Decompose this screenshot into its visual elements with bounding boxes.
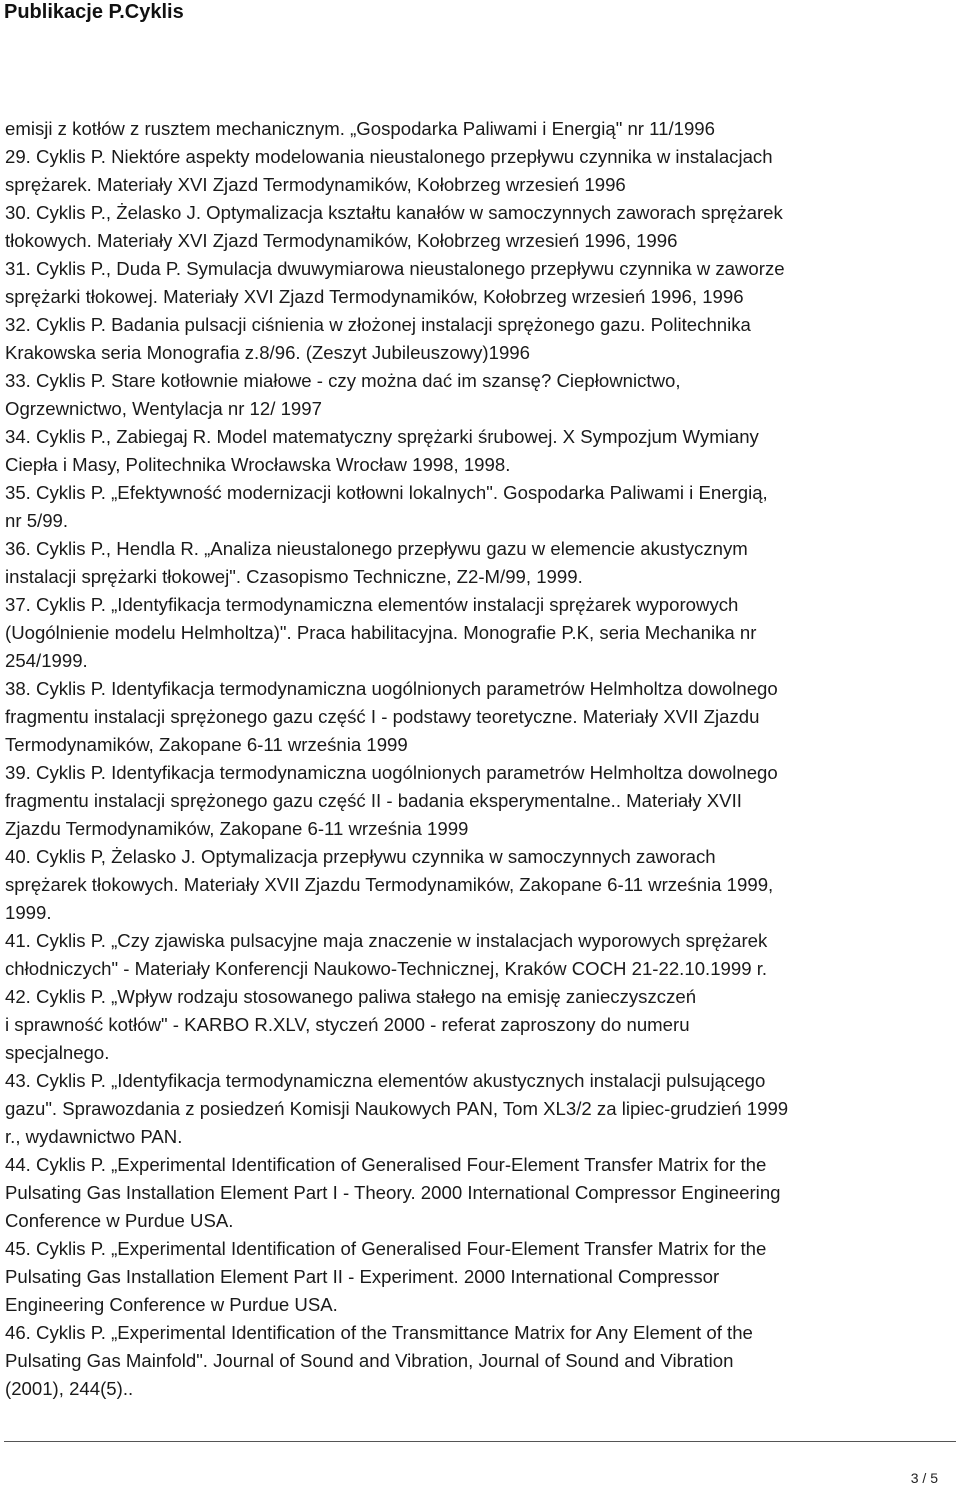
text-line: (2001), 244(5).. <box>5 1378 134 1399</box>
text-line: 32. Cyklis P. Badania pulsacji ciśnienia w złożonej instalacji sprężonego gazu. Politechnika <box>5 314 751 335</box>
page-title: Publikacje P.Cyklis <box>4 1 184 23</box>
text-line: 42. Cyklis P. „Wpływ rodzaju stosowanego paliwa stałego na emisję zanieczyszczeń <box>5 986 697 1007</box>
text-line: emisji z kotłów z rusztem mechanicznym. „Gospodarka Paliwami i Energią" nr 11/1996 <box>5 118 715 139</box>
text-line: sprężarki tłokowej. Materiały XVI Zjazd Termodynamików, Kołobrzeg wrzesień 1996, 1996 <box>5 286 744 307</box>
text-line: 29. Cyklis P. Niektóre aspekty modelowania nieustalonego przepływu czynnika w instalacjach <box>5 146 773 167</box>
text-line: 30. Cyklis P., Żelasko J. Optymalizacja kształtu kanałów w samoczynnych zaworach sprężarek <box>5 202 783 223</box>
text-line: sprężarek tłokowych. Materiały XVII Zjazdu Termodynamików, Zakopane 6-11 września 1999, <box>5 874 774 895</box>
text-line: 46. Cyklis P. „Experimental Identification of the Transmittance Matrix for Any Element of the <box>5 1322 753 1343</box>
text-line: 40. Cyklis P, Żelasko J. Optymalizacja przepływu czynnika w samoczynnych zaworach <box>5 846 716 867</box>
text-line: gazu". Sprawozdania z posiedzeń Komisji Naukowych PAN, Tom XL3/2 za lipiec-grudzień 1999 <box>5 1098 789 1119</box>
text-line: Zjazdu Termodynamików, Zakopane 6-11 września 1999 <box>5 818 469 839</box>
text-line: Pulsating Gas Mainfold". Journal of Sound and Vibration, Journal of Sound and Vibration <box>5 1350 734 1371</box>
text-line: 43. Cyklis P. „Identyfikacja termodynamiczna elementów akustycznych instalacji pulsującego <box>5 1070 766 1091</box>
publication-list <box>5 115 957 1403</box>
text-line: 38. Cyklis P. Identyfikacja termodynamiczna uogólnionych parametrów Helmholtza dowolnego <box>5 678 778 699</box>
text-line: 31. Cyklis P., Duda P. Symulacja dwuwymiarowa nieustalonego przepływu czynnika w zaworze <box>5 258 785 279</box>
text-line: 1999. <box>5 902 52 923</box>
text-line: i sprawność kotłów" - KARBO R.XLV, styczeń 2000 - referat zaproszony do numeru <box>5 1014 690 1035</box>
text-line: Ogrzewnictwo, Wentylacja nr 12/ 1997 <box>5 398 322 419</box>
text-line: (Uogólnienie modelu Helmholtza)". Praca habilitacyjna. Monografie P.K, seria Mechanika nr <box>5 622 757 643</box>
text-line: 37. Cyklis P. „Identyfikacja termodynamiczna elementów instalacji sprężarek wyporowych <box>5 594 739 615</box>
text-line: instalacji sprężarki tłokowej". Czasopismo Techniczne, Z2-M/99, 1999. <box>5 566 583 587</box>
text-line: 39. Cyklis P. Identyfikacja termodynamiczna uogólnionych parametrów Helmholtza dowolnego <box>5 762 778 783</box>
text-line: specjalnego. <box>5 1042 110 1063</box>
text-line: 33. Cyklis P. Stare kotłownie miałowe - czy można dać im szansę? Ciepłownictwo, <box>5 370 681 391</box>
text-line: 34. Cyklis P., Zabiegaj R. Model matematyczny sprężarki śrubowej. X Sympozjum Wymiany <box>5 426 759 447</box>
text-line: Conference w Purdue USA. <box>5 1210 234 1231</box>
text-line: 35. Cyklis P. „Efektywność modernizacji kotłowni lokalnych". Gospodarka Paliwami i Energią, <box>5 482 768 503</box>
text-line: sprężarek. Materiały XVI Zjazd Termodynamików, Kołobrzeg wrzesień 1996 <box>5 174 626 195</box>
text-line: chłodniczych" - Materiały Konferencji Naukowo-Technicznej, Kraków COCH 21-22.10.1999 r. <box>5 958 768 979</box>
text-line: r., wydawnictwo PAN. <box>5 1126 183 1147</box>
text-line: 45. Cyklis P. „Experimental Identification of Generalised Four-Element Transfer Matrix for the <box>5 1238 767 1259</box>
text-line: 36. Cyklis P., Hendla R. „Analiza nieustalonego przepływu gazu w elemencie akustycznym <box>5 538 748 559</box>
text-line: Engineering Conference w Purdue USA. <box>5 1294 338 1315</box>
text-line: tłokowych. Materiały XVI Zjazd Termodynamików, Kołobrzeg wrzesień 1996, 1996 <box>5 230 678 251</box>
text-line: Pulsating Gas Installation Element Part I - Theory. 2000 International Compressor Engineering <box>5 1182 781 1203</box>
text-line: fragmentu instalacji sprężonego gazu część II - badania eksperymentalne.. Materiały XVII <box>5 790 742 811</box>
text-line: Termodynamików, Zakopane 6-11 września 1999 <box>5 734 408 755</box>
footer-divider <box>4 1441 956 1442</box>
text-line: Pulsating Gas Installation Element Part II - Experiment. 2000 International Compressor <box>5 1266 720 1287</box>
text-line: Krakowska seria Monografia z.8/96. (Zeszyt Jubileuszowy)1996 <box>5 342 530 363</box>
text-line: Ciepła i Masy, Politechnika Wrocławska Wrocław 1998, 1998. <box>5 454 511 475</box>
text-line: nr 5/99. <box>5 510 69 531</box>
page-number: 3 / 5 <box>910 1470 938 1486</box>
text-line: 44. Cyklis P. „Experimental Identification of Generalised Four-Element Transfer Matrix for the <box>5 1154 767 1175</box>
text-line: 254/1999. <box>5 650 88 671</box>
text-line: 41. Cyklis P. „Czy zjawiska pulsacyjne maja znaczenie w instalacjach wyporowych sprężarek <box>5 930 768 951</box>
text-line: fragmentu instalacji sprężonego gazu część I - podstawy teoretyczne. Materiały XVII Zjazdu <box>5 706 760 727</box>
